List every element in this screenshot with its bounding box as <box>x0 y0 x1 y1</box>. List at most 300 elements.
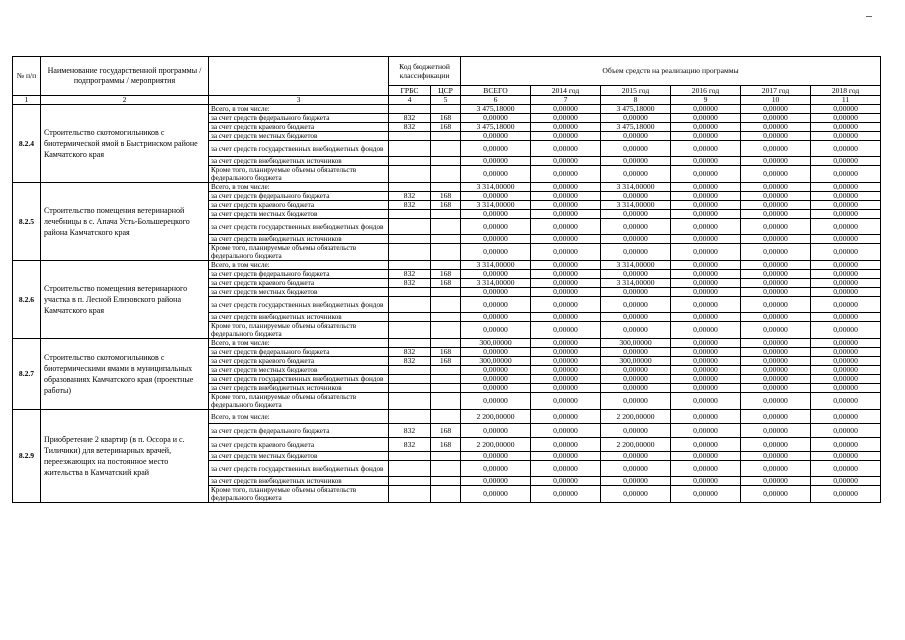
year-value: 0,00000 <box>741 192 811 201</box>
year-value: 0,00000 <box>531 357 601 366</box>
funding-source: за счет средств федерального бюджета <box>209 192 389 201</box>
col-number: 9 <box>671 96 741 105</box>
header-csr: ЦСР <box>431 86 461 96</box>
year-value: 0,00000 <box>811 105 881 114</box>
year-value: 0,00000 <box>531 393 601 410</box>
year-value: 0,00000 <box>811 114 881 123</box>
year-value: 2 200,00000 <box>601 438 671 452</box>
year-value: 0,00000 <box>741 235 811 244</box>
year-value: 0,00000 <box>601 244 671 261</box>
year-value: 0,00000 <box>671 201 741 210</box>
year-value: 0,00000 <box>741 452 811 461</box>
col-number: 7 <box>531 96 601 105</box>
total-value: 0,00000 <box>461 166 531 183</box>
total-value: 0,00000 <box>461 477 531 486</box>
col-number: 2 <box>41 96 209 105</box>
year-value: 0,00000 <box>531 339 601 348</box>
total-value: 0,00000 <box>461 210 531 219</box>
funding-source: за счет средств краевого бюджета <box>209 357 389 366</box>
grbs-code: 832 <box>389 270 431 279</box>
year-value: 0,00000 <box>671 132 741 141</box>
grbs-code <box>389 313 431 322</box>
year-value: 0,00000 <box>671 339 741 348</box>
year-value: 0,00000 <box>811 477 881 486</box>
year-value: 0,00000 <box>601 210 671 219</box>
year-value: 0,00000 <box>671 210 741 219</box>
csr-code <box>431 384 461 393</box>
grbs-code: 832 <box>389 438 431 452</box>
grbs-code: 832 <box>389 123 431 132</box>
year-value: 0,00000 <box>741 261 811 270</box>
year-value: 0,00000 <box>741 375 811 384</box>
funding-source: за счет средств краевого бюджета <box>209 123 389 132</box>
item-number: 8.2.5 <box>13 183 41 261</box>
year-value: 0,00000 <box>531 235 601 244</box>
funding-source: за счет средств государственных внебюджетных фондов <box>209 461 389 477</box>
total-value: 0,00000 <box>461 297 531 313</box>
year-value: 0,00000 <box>671 461 741 477</box>
csr-code <box>431 166 461 183</box>
total-value: 2 200,00000 <box>461 438 531 452</box>
table-row <box>13 339 881 348</box>
grbs-code <box>389 157 431 166</box>
total-value: 0,00000 <box>461 114 531 123</box>
item-name: Строительство скотомогильников с биотермическими ямами в муниципальных образованиях Камчатского края (проектные работы) <box>41 339 209 410</box>
year-value: 0,00000 <box>811 210 881 219</box>
year-value: 0,00000 <box>671 235 741 244</box>
grbs-code <box>389 235 431 244</box>
header-year: 2018 год <box>811 86 881 96</box>
year-value: 0,00000 <box>601 393 671 410</box>
year-value: 0,00000 <box>531 279 601 288</box>
year-value: 0,00000 <box>811 384 881 393</box>
col-number: 3 <box>209 96 389 105</box>
year-value: 0,00000 <box>531 322 601 339</box>
year-value: 0,00000 <box>531 123 601 132</box>
funding-source: за счет средств федерального бюджета <box>209 348 389 357</box>
csr-code <box>431 261 461 270</box>
csr-code <box>431 235 461 244</box>
csr-code <box>431 183 461 192</box>
funding-source: за счет средств федерального бюджета <box>209 424 389 438</box>
program-funding-table <box>12 56 881 503</box>
item-name: Строительство помещения ветеринарного участка в п. Лесной Елизовского района Камчатского края <box>41 261 209 339</box>
year-value: 0,00000 <box>811 348 881 357</box>
grbs-code <box>389 322 431 339</box>
funding-source: за счет средств государственных внебюджетных фондов <box>209 297 389 313</box>
csr-code <box>431 339 461 348</box>
year-value: 3 314,00000 <box>601 261 671 270</box>
year-value: 0,00000 <box>811 339 881 348</box>
year-value: 0,00000 <box>741 366 811 375</box>
grbs-code: 832 <box>389 348 431 357</box>
header-row-numbers <box>13 96 881 105</box>
year-value: 0,00000 <box>531 486 601 503</box>
year-value: 0,00000 <box>811 123 881 132</box>
csr-code <box>431 366 461 375</box>
year-value: 0,00000 <box>741 105 811 114</box>
funding-source: Всего, в том числе: <box>209 105 389 114</box>
col-number: 11 <box>811 96 881 105</box>
grbs-code <box>389 132 431 141</box>
year-value: 0,00000 <box>741 313 811 322</box>
grbs-code <box>389 141 431 157</box>
header-n-pp: № п/п <box>13 57 41 96</box>
csr-code <box>431 452 461 461</box>
total-value: 2 200,00000 <box>461 410 531 424</box>
year-value: 0,00000 <box>601 424 671 438</box>
year-value: 0,00000 <box>531 288 601 297</box>
year-value: 0,00000 <box>601 366 671 375</box>
grbs-code: 832 <box>389 424 431 438</box>
funding-source: Кроме того, планируемые объемы обязательств федерального бюджета <box>209 486 389 503</box>
table-body <box>13 105 881 503</box>
total-value: 300,00000 <box>461 357 531 366</box>
year-value: 0,00000 <box>671 452 741 461</box>
csr-code <box>431 375 461 384</box>
year-value: 0,00000 <box>671 357 741 366</box>
year-value: 0,00000 <box>531 141 601 157</box>
year-value: 0,00000 <box>741 461 811 477</box>
col-number: 5 <box>431 96 461 105</box>
grbs-code: 832 <box>389 201 431 210</box>
item-number: 8.2.4 <box>13 105 41 183</box>
year-value: 0,00000 <box>531 201 601 210</box>
year-value: 0,00000 <box>811 424 881 438</box>
total-value: 3 314,00000 <box>461 261 531 270</box>
col-number: 10 <box>741 96 811 105</box>
total-value: 0,00000 <box>461 235 531 244</box>
csr-code <box>431 322 461 339</box>
funding-source: за счет средств краевого бюджета <box>209 279 389 288</box>
csr-code <box>431 132 461 141</box>
year-value: 0,00000 <box>531 157 601 166</box>
csr-code: 168 <box>431 357 461 366</box>
funding-source: за счет средств местных бюджетов <box>209 452 389 461</box>
year-value: 0,00000 <box>741 357 811 366</box>
year-value: 0,00000 <box>811 157 881 166</box>
year-value: 0,00000 <box>671 375 741 384</box>
csr-code: 168 <box>431 123 461 132</box>
item-number: 8.2.7 <box>13 339 41 410</box>
year-value: 0,00000 <box>741 210 811 219</box>
year-value: 0,00000 <box>601 348 671 357</box>
year-value: 0,00000 <box>601 313 671 322</box>
year-value: 0,00000 <box>531 313 601 322</box>
year-value: 0,00000 <box>741 279 811 288</box>
year-value: 0,00000 <box>671 486 741 503</box>
csr-code <box>431 393 461 410</box>
grbs-code <box>389 166 431 183</box>
total-value: 0,00000 <box>461 461 531 477</box>
year-value: 0,00000 <box>811 183 881 192</box>
year-value: 0,00000 <box>601 141 671 157</box>
funding-source: за счет средств местных бюджетов <box>209 210 389 219</box>
funding-source: за счет средств местных бюджетов <box>209 288 389 297</box>
funding-source: Кроме того, планируемые объемы обязательств федерального бюджета <box>209 166 389 183</box>
total-value: 3 475,18000 <box>461 105 531 114</box>
year-value: 0,00000 <box>741 157 811 166</box>
csr-code <box>431 219 461 235</box>
csr-code: 168 <box>431 192 461 201</box>
item-name: Строительство скотомогильников с биотермической ямой в Быстринском районе Камчатского края <box>41 105 209 183</box>
table-row <box>13 261 881 270</box>
year-value: 0,00000 <box>671 261 741 270</box>
funding-source: Всего, в том числе: <box>209 183 389 192</box>
year-value: 0,00000 <box>741 244 811 261</box>
year-value: 0,00000 <box>671 279 741 288</box>
grbs-code <box>389 486 431 503</box>
grbs-code <box>389 461 431 477</box>
year-value: 300,00000 <box>601 339 671 348</box>
year-value: 0,00000 <box>671 297 741 313</box>
year-value: 0,00000 <box>531 261 601 270</box>
year-value: 0,00000 <box>531 375 601 384</box>
header-row-main <box>13 57 881 86</box>
year-value: 3 314,00000 <box>601 201 671 210</box>
year-value: 0,00000 <box>671 192 741 201</box>
year-value: 0,00000 <box>741 132 811 141</box>
year-value: 0,00000 <box>531 166 601 183</box>
funding-source: Кроме того, планируемые объемы обязательств федерального бюджета <box>209 393 389 410</box>
year-value: 0,00000 <box>671 313 741 322</box>
year-value: 0,00000 <box>601 288 671 297</box>
total-value: 3 314,00000 <box>461 279 531 288</box>
total-value: 0,00000 <box>461 132 531 141</box>
table-row <box>13 410 881 424</box>
funding-source: Кроме того, планируемые объемы обязательств федерального бюджета <box>209 322 389 339</box>
col-number: 1 <box>13 96 41 105</box>
funding-source: за счет средств государственных внебюджетных фондов <box>209 141 389 157</box>
grbs-code <box>389 210 431 219</box>
year-value: 0,00000 <box>811 461 881 477</box>
year-value: 0,00000 <box>531 244 601 261</box>
year-value: 0,00000 <box>811 261 881 270</box>
csr-code <box>431 477 461 486</box>
year-value: 0,00000 <box>531 297 601 313</box>
year-value: 0,00000 <box>741 393 811 410</box>
year-value: 0,00000 <box>741 114 811 123</box>
grbs-code: 832 <box>389 357 431 366</box>
grbs-code <box>389 244 431 261</box>
grbs-code <box>389 183 431 192</box>
csr-code: 168 <box>431 201 461 210</box>
year-value: 0,00000 <box>601 384 671 393</box>
funding-source: Кроме того, планируемые объемы обязательств федерального бюджета <box>209 244 389 261</box>
item-name: Строительство помещения ветеринарной лечебницы в с. Апача Усть-Большерецкого района Камчатского края <box>41 183 209 261</box>
funding-source: за счет средств местных бюджетов <box>209 366 389 375</box>
year-value: 0,00000 <box>811 452 881 461</box>
year-value: 0,00000 <box>531 114 601 123</box>
csr-code: 168 <box>431 114 461 123</box>
total-value: 0,00000 <box>461 157 531 166</box>
year-value: 0,00000 <box>741 477 811 486</box>
header-budget-code: Код бюджетной классификации <box>389 57 461 86</box>
year-value: 0,00000 <box>671 424 741 438</box>
total-value: 3 475,18000 <box>461 123 531 132</box>
year-value: 0,00000 <box>671 141 741 157</box>
item-number: 8.2.6 <box>13 261 41 339</box>
total-value: 0,00000 <box>461 375 531 384</box>
year-value: 3 314,00000 <box>601 279 671 288</box>
year-value: 0,00000 <box>601 297 671 313</box>
header-grbs: ГРБС <box>389 86 431 96</box>
year-value: 0,00000 <box>531 192 601 201</box>
corner-mark <box>866 16 872 17</box>
total-value: 0,00000 <box>461 219 531 235</box>
funding-source: за счет средств государственных внебюджетных фондов <box>209 375 389 384</box>
year-value: 0,00000 <box>601 375 671 384</box>
header-volume: Объем средств на реализацию программы <box>461 57 881 86</box>
total-value: 300,00000 <box>461 339 531 348</box>
year-value: 0,00000 <box>671 166 741 183</box>
header-name: Наименование государственной программы / подпрограммы / мероприятия <box>41 57 209 96</box>
total-value: 3 314,00000 <box>461 201 531 210</box>
year-value: 0,00000 <box>601 166 671 183</box>
year-value: 0,00000 <box>811 486 881 503</box>
year-value: 0,00000 <box>531 461 601 477</box>
year-value: 0,00000 <box>531 270 601 279</box>
csr-code <box>431 105 461 114</box>
csr-code <box>431 297 461 313</box>
year-value: 0,00000 <box>671 114 741 123</box>
year-value: 0,00000 <box>741 219 811 235</box>
total-value: 0,00000 <box>461 192 531 201</box>
total-value: 0,00000 <box>461 348 531 357</box>
total-value: 0,00000 <box>461 322 531 339</box>
csr-code <box>431 461 461 477</box>
year-value: 0,00000 <box>811 141 881 157</box>
grbs-code <box>389 288 431 297</box>
header-year: 2016 год <box>671 86 741 96</box>
year-value: 0,00000 <box>811 375 881 384</box>
year-value: 0,00000 <box>811 219 881 235</box>
year-value: 0,00000 <box>741 270 811 279</box>
header-blank <box>209 57 389 96</box>
funding-source: за счет средств федерального бюджета <box>209 270 389 279</box>
grbs-code <box>389 297 431 313</box>
year-value: 0,00000 <box>811 201 881 210</box>
year-value: 0,00000 <box>811 166 881 183</box>
year-value: 0,00000 <box>811 357 881 366</box>
total-value: 0,00000 <box>461 244 531 261</box>
year-value: 0,00000 <box>671 477 741 486</box>
funding-source: за счет средств внебюджетных источников <box>209 235 389 244</box>
year-value: 0,00000 <box>741 123 811 132</box>
year-value: 0,00000 <box>811 192 881 201</box>
year-value: 0,00000 <box>531 366 601 375</box>
grbs-code <box>389 339 431 348</box>
item-name: Приобретение 2 квартир (в п. Оссора и с. Тиличики) для ветеринарных врачей, переезжающих на постоянное место жительства в Камчатский край <box>41 410 209 503</box>
year-value: 300,00000 <box>601 357 671 366</box>
table-row <box>13 183 881 192</box>
total-value: 0,00000 <box>461 270 531 279</box>
year-value: 0,00000 <box>531 438 601 452</box>
funding-source: за счет средств местных бюджетов <box>209 132 389 141</box>
total-value: 0,00000 <box>461 288 531 297</box>
csr-code <box>431 486 461 503</box>
item-number: 8.2.9 <box>13 410 41 503</box>
total-value: 0,00000 <box>461 313 531 322</box>
year-value: 0,00000 <box>671 384 741 393</box>
funding-source: за счет средств внебюджетных источников <box>209 313 389 322</box>
grbs-code <box>389 477 431 486</box>
grbs-code <box>389 261 431 270</box>
year-value: 0,00000 <box>811 244 881 261</box>
year-value: 0,00000 <box>741 297 811 313</box>
year-value: 0,00000 <box>601 486 671 503</box>
grbs-code <box>389 366 431 375</box>
csr-code <box>431 210 461 219</box>
year-value: 2 200,00000 <box>601 410 671 424</box>
total-value: 0,00000 <box>461 452 531 461</box>
total-value: 0,00000 <box>461 366 531 375</box>
year-value: 0,00000 <box>811 279 881 288</box>
funding-source: за счет средств краевого бюджета <box>209 201 389 210</box>
year-value: 0,00000 <box>741 322 811 339</box>
year-value: 0,00000 <box>671 348 741 357</box>
year-value: 0,00000 <box>531 477 601 486</box>
csr-code <box>431 313 461 322</box>
year-value: 0,00000 <box>601 477 671 486</box>
year-value: 0,00000 <box>811 313 881 322</box>
csr-code <box>431 244 461 261</box>
year-value: 0,00000 <box>531 410 601 424</box>
year-value: 0,00000 <box>671 288 741 297</box>
funding-source: Всего, в том числе: <box>209 261 389 270</box>
year-value: 0,00000 <box>741 384 811 393</box>
year-value: 0,00000 <box>741 288 811 297</box>
year-value: 0,00000 <box>741 166 811 183</box>
year-value: 0,00000 <box>741 201 811 210</box>
csr-code: 168 <box>431 348 461 357</box>
year-value: 0,00000 <box>811 366 881 375</box>
year-value: 3 314,00000 <box>601 183 671 192</box>
year-value: 3 475,18000 <box>601 123 671 132</box>
grbs-code <box>389 384 431 393</box>
year-value: 0,00000 <box>671 270 741 279</box>
year-value: 0,00000 <box>741 183 811 192</box>
year-value: 0,00000 <box>601 157 671 166</box>
header-year: 2014 год <box>531 86 601 96</box>
col-number: 4 <box>389 96 431 105</box>
year-value: 0,00000 <box>531 424 601 438</box>
year-value: 0,00000 <box>811 235 881 244</box>
year-value: 0,00000 <box>671 157 741 166</box>
total-value: 0,00000 <box>461 141 531 157</box>
year-value: 0,00000 <box>671 366 741 375</box>
year-value: 0,00000 <box>531 384 601 393</box>
year-value: 0,00000 <box>811 132 881 141</box>
year-value: 0,00000 <box>531 452 601 461</box>
year-value: 0,00000 <box>811 393 881 410</box>
year-value: 0,00000 <box>811 297 881 313</box>
year-value: 0,00000 <box>811 410 881 424</box>
csr-code: 168 <box>431 424 461 438</box>
grbs-code <box>389 452 431 461</box>
year-value: 0,00000 <box>531 105 601 114</box>
year-value: 0,00000 <box>671 244 741 261</box>
grbs-code <box>389 375 431 384</box>
csr-code <box>431 141 461 157</box>
total-value: 0,00000 <box>461 393 531 410</box>
year-value: 0,00000 <box>601 270 671 279</box>
grbs-code <box>389 219 431 235</box>
year-value: 0,00000 <box>671 322 741 339</box>
year-value: 0,00000 <box>601 322 671 339</box>
header-year: 2015 год <box>601 86 671 96</box>
funding-source: Всего, в том числе: <box>209 339 389 348</box>
